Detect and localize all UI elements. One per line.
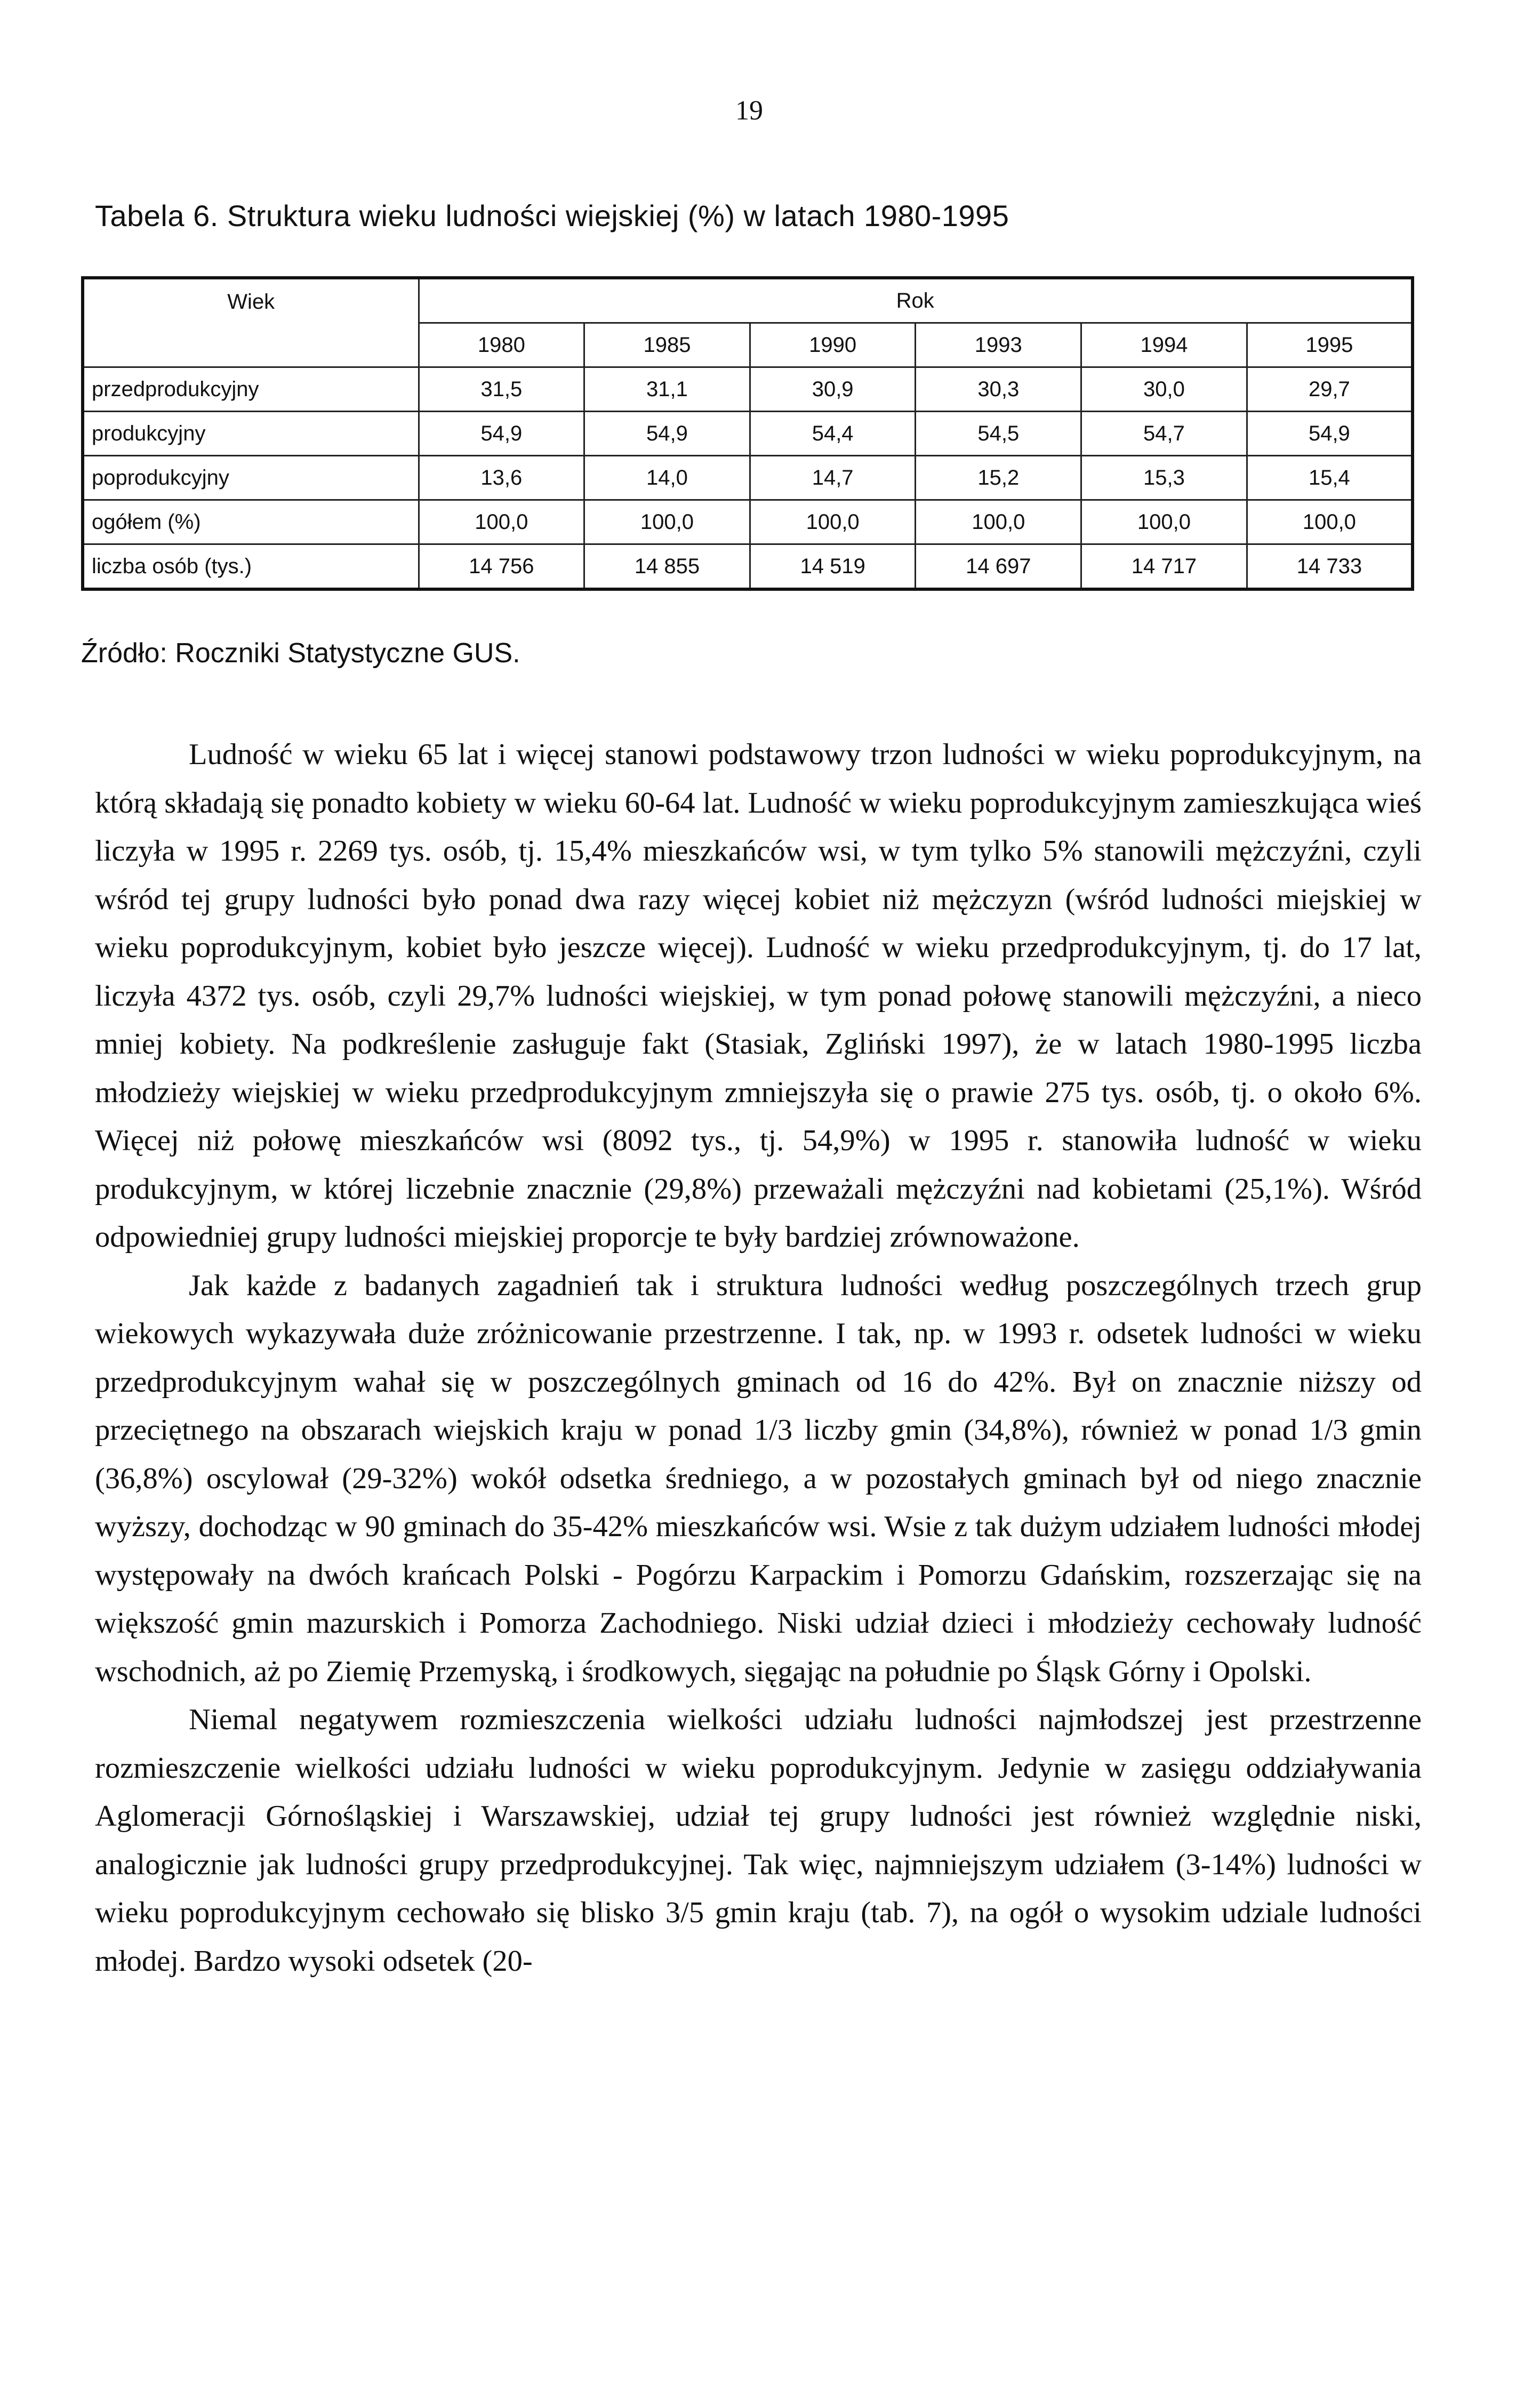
table-header-row bbox=[83, 278, 1413, 323]
row-label: produkcyjny bbox=[83, 412, 419, 456]
table-cell: 14 855 bbox=[584, 544, 750, 590]
table-cell: 14 697 bbox=[916, 544, 1081, 590]
table-caption: Tabela 6. Struktura wieku ludności wiejskiej (%) w latach 1980-1995 bbox=[95, 199, 1009, 232]
table-cell: 100,0 bbox=[916, 500, 1081, 544]
header-rok: Rok bbox=[419, 278, 1413, 323]
row-label: ogółem (%) bbox=[83, 500, 419, 544]
table-cell: 30,3 bbox=[916, 367, 1081, 412]
paragraph: Jak każde z badanych zagadnień tak i struktura ludności według poszczególnych trzech grup wiekowych wykazywała duże zróżnicowanie przestrzenne. I tak, np. w 1993 r. odsetek ludności w wieku przedprodukcyjnym wahał się w poszczególnych gminach od 16 do 42%. Był on znacznie niższy od przeciętnego na obszarach wiejskich kraju w ponad 1/3 liczby gmin (34,8%), również w ponad 1/3 gmin (36,8%) oscylował (29-32%) wokół odsetka średniego, a w pozostałych gminach był od niego znacznie wyższy, dochodząc w 90 gminach do 35-42% mieszkańców wsi. Wsie z tak dużym udziałem ludności młodej występowały na dwóch krańcach Polski - Pogórzu Karpackim i Pomorzu Gdańskim, rozszerzając się na większość gmin mazurskich i Pomorza Zachodniego. Niski udział dzieci i młodzieży cechowały ludność wschodnich, aż po Ziemię Przemyską, i środkowych, sięgając na południe po Śląsk Górny i Opolski. bbox=[95, 1269, 1422, 1688]
table-cell: 100,0 bbox=[1081, 500, 1247, 544]
table-cell: 15,4 bbox=[1247, 456, 1413, 500]
row-label: przedprodukcyjny bbox=[83, 367, 419, 412]
table-cell: 15,3 bbox=[1081, 456, 1247, 500]
table-cell: 14,7 bbox=[750, 456, 916, 500]
table-cell: 14 717 bbox=[1081, 544, 1247, 590]
table-source-note: Źródło: Roczniki Statystyczne GUS. bbox=[81, 638, 520, 669]
table-cell: 31,5 bbox=[419, 367, 584, 412]
age-structure-table bbox=[81, 276, 1414, 591]
table-cell: 100,0 bbox=[584, 500, 750, 544]
table-cell: 31,1 bbox=[584, 367, 750, 412]
table-cell: 54,4 bbox=[750, 412, 916, 456]
table-cell: 54,5 bbox=[916, 412, 1081, 456]
table-row bbox=[83, 367, 1413, 412]
table-cell: 14,0 bbox=[584, 456, 750, 500]
table-row bbox=[83, 544, 1413, 590]
table-cell: 15,2 bbox=[916, 456, 1081, 500]
table-cell: 13,6 bbox=[419, 456, 584, 500]
table-cell: 30,9 bbox=[750, 367, 916, 412]
paragraph: Niemal negatywem rozmieszczenia wielkości udziału ludności najmłodszej jest przestrzenne rozmieszczenie wielkości udziału ludności w wieku poprodukcyjnym. Jedynie w zasięgu oddziaływania Aglomeracji Górnośląskiej i Warszawskiej, udział tej grupy ludności jest również względnie niski, analogicznie jak ludności grupy przedprodukcyjnej. Tak więc, najmniejszym udziałem (3-14%) ludności w wieku poprodukcyjnym cechowało się blisko 3/5 gmin kraju (tab. 7), na ogół o wysokim udziale ludności młodej. Bardzo wysoki odsetek (20- bbox=[95, 1703, 1422, 1978]
table-cell: 14 756 bbox=[419, 544, 584, 590]
row-label: liczba osób (tys.) bbox=[83, 544, 419, 590]
table-cell: 54,9 bbox=[1247, 412, 1413, 456]
table-cell: 29,7 bbox=[1247, 367, 1413, 412]
year-header: 1994 bbox=[1081, 323, 1247, 367]
year-header: 1980 bbox=[419, 323, 584, 367]
year-header: 1995 bbox=[1247, 323, 1413, 367]
table-row bbox=[83, 500, 1413, 544]
table-cell: 100,0 bbox=[419, 500, 584, 544]
table-cell: 100,0 bbox=[750, 500, 916, 544]
page-number: 19 bbox=[735, 95, 763, 126]
year-header: 1985 bbox=[584, 323, 750, 367]
table-cell: 100,0 bbox=[1247, 500, 1413, 544]
table-cell: 54,7 bbox=[1081, 412, 1247, 456]
table-cell: 54,9 bbox=[419, 412, 584, 456]
year-header: 1990 bbox=[750, 323, 916, 367]
row-label: poprodukcyjny bbox=[83, 456, 419, 500]
table-row bbox=[83, 456, 1413, 500]
table-cell: 30,0 bbox=[1081, 367, 1247, 412]
table-row bbox=[83, 412, 1413, 456]
table-cell: 54,9 bbox=[584, 412, 750, 456]
header-wiek: Wiek bbox=[83, 278, 419, 367]
body-text bbox=[95, 731, 1422, 1985]
year-header: 1993 bbox=[916, 323, 1081, 367]
table-cell: 14 733 bbox=[1247, 544, 1413, 590]
table-cell: 14 519 bbox=[750, 544, 916, 590]
paragraph: Ludność w wieku 65 lat i więcej stanowi podstawowy trzon ludności w wieku poprodukcyjnym, na którą składają się ponadto kobiety w wieku 60-64 lat. Ludność w wieku poprodukcyjnym zamieszkująca wieś liczyła w 1995 r. 2269 tys. osób, tj. 15,4% mieszkańców wsi, w tym tylko 5% stanowili mężczyźni, czyli wśród tej grupy ludności było ponad dwa razy więcej kobiet niż mężczyzn (wśród ludności miejskiej w wieku poprodukcyjnym, kobiet było jeszcze więcej). Ludność w wieku przedprodukcyjnym, tj. do 17 lat, liczyła 4372 tys. osób, czyli 29,7% ludności wiejskiej, w tym ponad połowę stanowili mężczyźni, a nieco mniej kobiety. Na podkreślenie zasługuje fakt (Stasiak, Zgliński 1997), że w latach 1980-1995 liczba młodzieży wiejskiej w wieku przedprodukcyjnym zmniejszyła się o prawie 275 tys. osób, tj. o około 6%. Więcej niż połowę mieszkańców wsi (8092 tys., tj. 54,9%) w 1995 r. stanowiła ludność w wieku produkcyjnym, w której liczebnie znacznie (29,8%) przeważali mężczyźni nad kobietami (25,1%). Wśród odpowiedniej grupy ludności miejskiej proporcje te były bardziej zrównoważone. bbox=[95, 738, 1422, 1254]
